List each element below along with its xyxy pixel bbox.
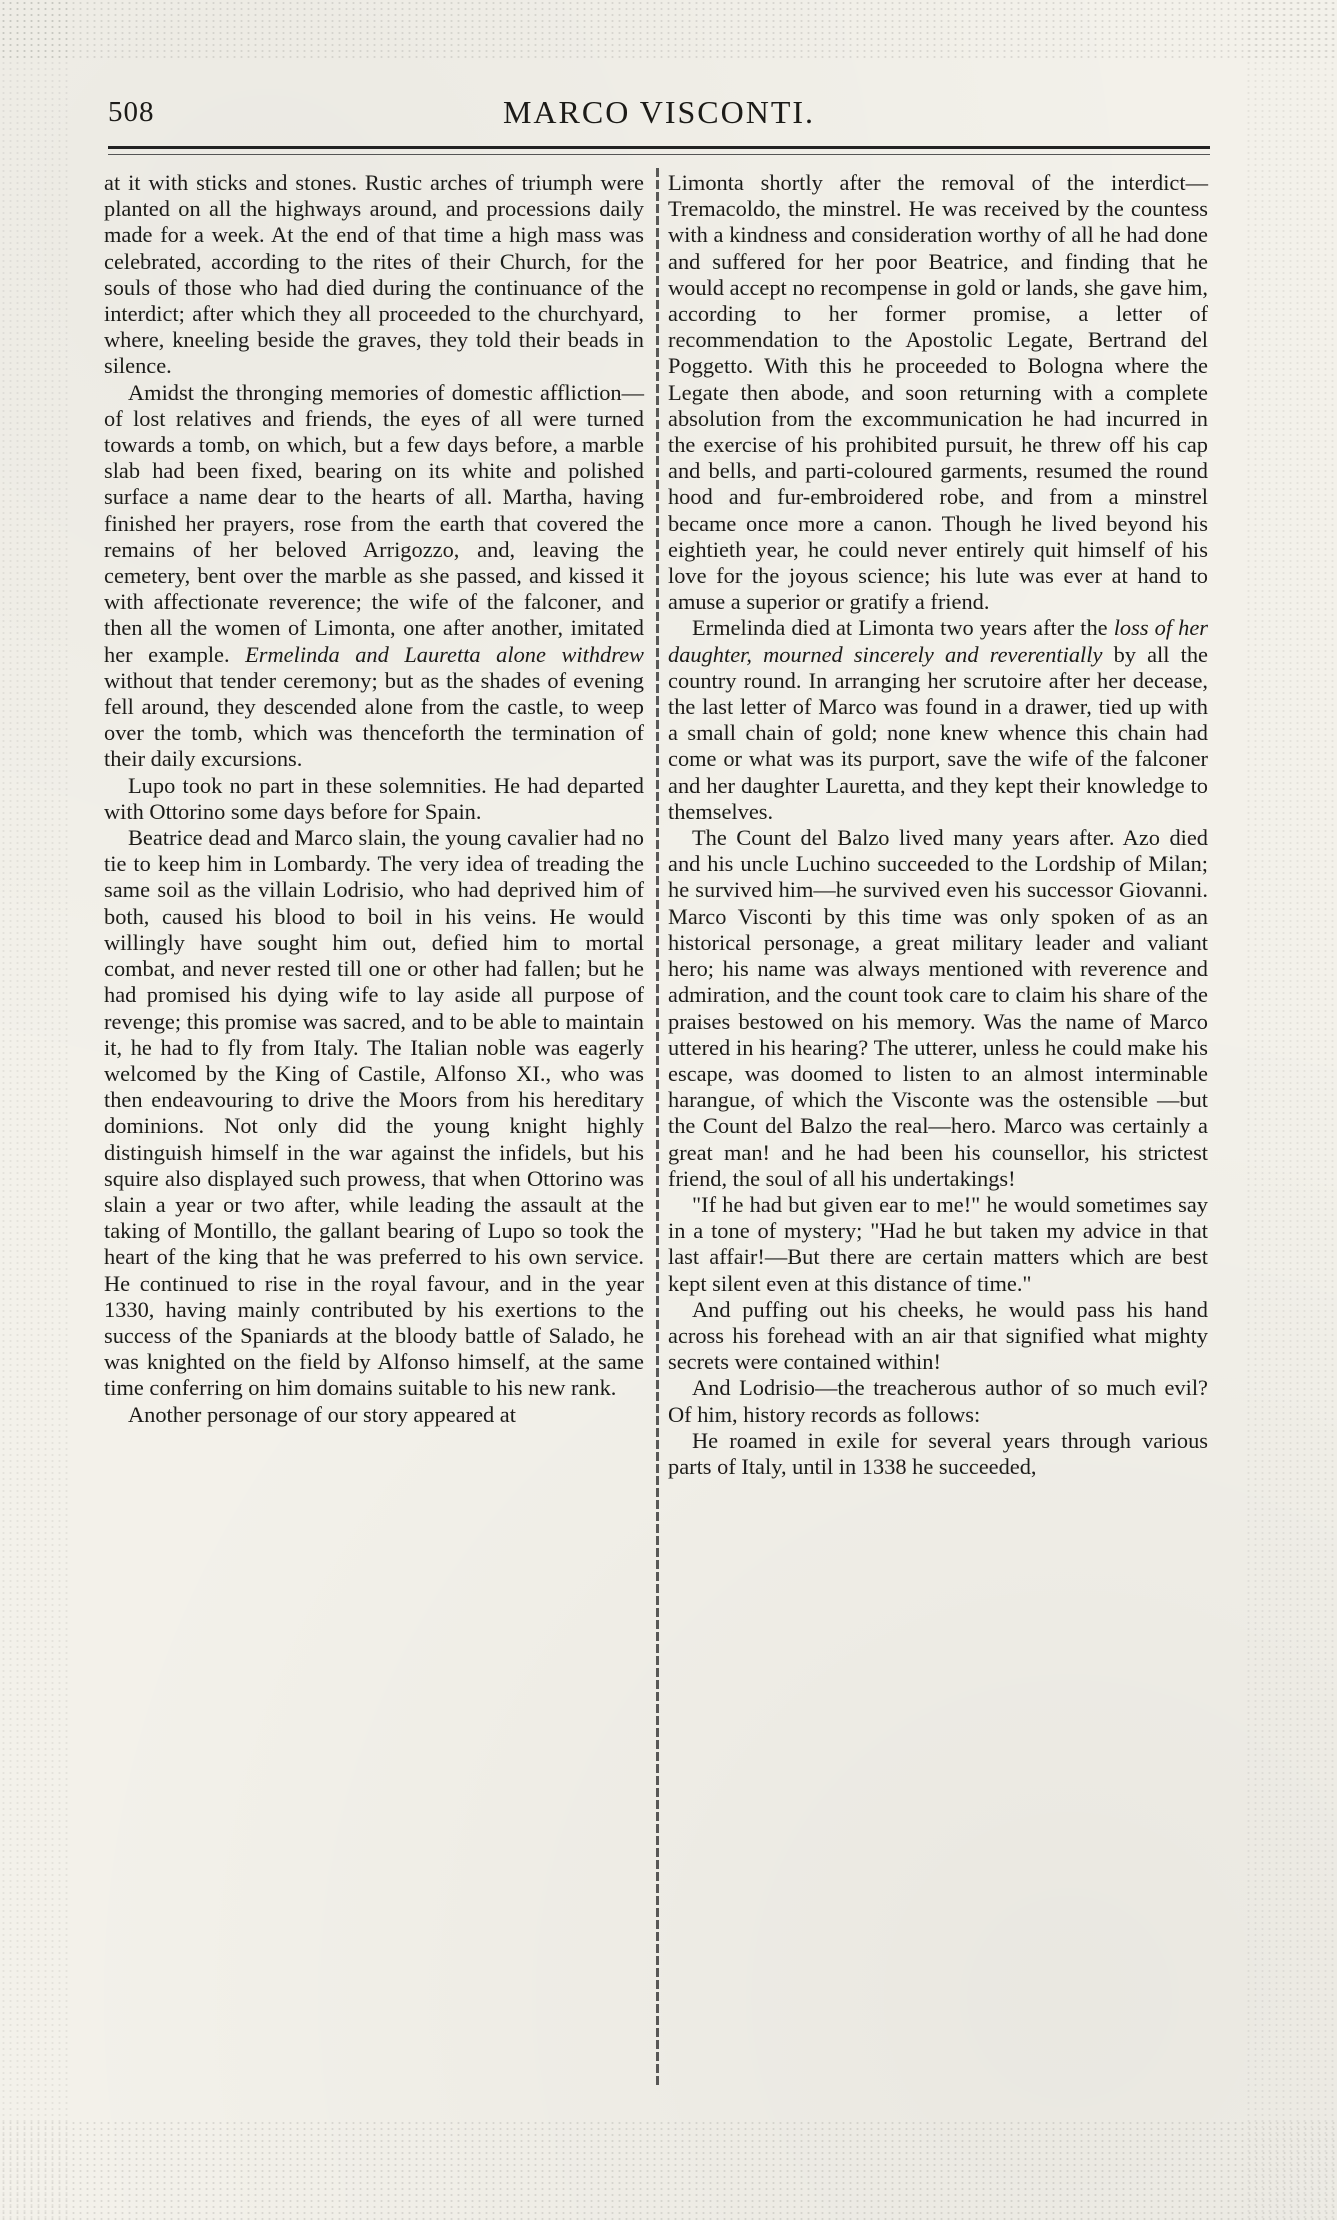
italic-phrase: loss of her daughter, mourned sincerely and reverentially (668, 615, 1208, 667)
scan-noise-bottom (0, 2120, 1337, 2220)
paragraph (668, 615, 1208, 825)
paragraph: And puffing out his cheeks, he would pass his hand across his forehead with an air that signified what mighty secrets were contained within! (668, 1296, 1208, 1375)
paragraph: Beatrice dead and Marco slain, the young cavalier had no tie to keep him in Lombardy. The very idea of treading the same soil as the villain Lodrisio, who had deprived him of both, caused his blood to boil in his veins. He would willingly have sought him out, defied him to mortal combat, and never rested till one or other had fallen; but he had promised his dying wife to lay aside all purpose of revenge; this promise was sacred, and to be able to maintain it, he had to fly from Italy. The Italian noble was eagerly welcomed by the King of Castile, Alfonso XI., who was then endeavouring to drive the Moors from his hereditary dominions. Not only did the young knight highly distinguish himself in the war against the infidels, but his squire also displayed such prowess, that when Ottorino was slain a year or two after, while leading the assault at the taking of Montillo, the gallant bearing of Lupo so took the heart of the king that he was preferred to his own service. He continued to rise in the royal favour, and in the year 1330, having mainly contributed by his exertions to the success of the Spaniards at the bloody battle of Salado, he was knighted on the field by Alfonso himself, at the same time conferring on him domains suitable to his new rank. (104, 825, 644, 1401)
paragraph-text: Amidst the thronging memories of domestic affliction—of lost relatives and friends, the eyes of all were turned towards a tomb, on which, but a few days before, a marble slab had been fixed, bearing on its white and polished surface a name dear to the hearts of all. Martha, having finished her prayers, rose from the earth that covered the remains of her beloved Arrigozzo, and, leaving the cemetery, bent over the marble as she passed, and kissed it with affectionate reverence; the wife of the falconer, and then all the women of Limonta, one after another, imitated her example. (104, 379, 644, 667)
paragraph (104, 380, 644, 773)
header-rule (108, 146, 1210, 155)
paragraph: The Count del Balzo lived many years after. Azo died and his uncle Luchino succeeded to the Lordship of Milan; he survived him—he survived even his successor Giovanni. Marco Visconti by this time was only spoken of as an historical personage, a great military leader and valiant hero; his name was always mentioned with reverence and admiration, and the count took care to claim his share of the praises bestowed on his memory. Was the name of Marco uttered in his hearing? The utterer, unless he could make his escape, was doomed to listen to an almost interminable harangue, of which the Visconte was the ostensible —but the Count del Balzo the real—hero. Marco was certainly a great man! and he had been his counsellor, his strictest friend, the soul of all his undertakings! (668, 825, 1208, 1191)
italic-phrase: Ermelinda and Lauretta alone withdrew (245, 641, 644, 667)
paragraph-text: without that tender ceremony; but as the shades of evening fell around, they descended alone from the castle, to weep over the tomb, which was thenceforth the termination of their daily excursions. (104, 667, 644, 772)
column-divider (654, 168, 662, 2088)
paragraph: And Lodrisio—the treacherous author of so much evil? Of him, history records as follows: (668, 1375, 1208, 1427)
scan-noise-right (1245, 0, 1337, 2220)
page-header (108, 94, 1210, 138)
running-title: MARCO VISCONTI. (502, 94, 816, 130)
page-number: 508 (108, 96, 155, 128)
scan-noise-top (0, 0, 1337, 62)
paragraph: He roamed in exile for several years through various parts of Italy, until in 1338 he succeeded, (668, 1427, 1208, 1479)
right-column (668, 170, 1208, 1480)
paragraph: Limonta shortly after the removal of the interdict—Tremacoldo, the minstrel. He was received by the countess with a kindness and consideration worthy of all he had done and suffered for her poor Beatrice, and finding that he would accept no recompense in gold or lands, she gave him, according to her former promise, a letter of recommendation to the Apostolic Legate, Bertrand del Poggetto. With this he proceeded to Bologna where the Legate then abode, and soon returning with a complete absolution from the excommunication he had incurred in the exercise of his prohibited pursuit, he threw off his cap and bells, and parti-coloured garments, resumed the round hood and fur-embroidered robe, and from a minstrel became once more a canon. Though he lived beyond his eightieth year, he could never entirely quit himself of his love for the joyous science; his lute was ever at hand to amuse a superior or gratify a friend. (668, 170, 1208, 615)
paragraph: Lupo took no part in these solemnities. He had departed with Ottorino some days before for Spain. (104, 772, 644, 824)
paragraph-text: by all the country round. In arranging her scrutoire after her decease, the last letter of Marco was found in a drawer, tied up with a small chain of gold; none knew whence this chain had come or what was its purport, save the wife of the falconer and her daughter Lauretta, and they kept their knowledge to themselves. (668, 641, 1208, 824)
scan-noise-left (0, 0, 70, 2220)
left-column (104, 170, 644, 1428)
paragraph-text: Ermelinda died at Limonta two years after the (692, 615, 1108, 641)
paragraph: Another personage of our story appeared at (128, 1401, 516, 1427)
paragraph: at it with sticks and stones. Rustic arches of triumph were planted on all the highways around, and processions daily made for a week. At the end of that time a high mass was celebrated, according to the rites of their Church, for the souls of those who had died during the continuance of the interdict; after which they all proceeded to the churchyard, where, kneeling beside the graves, they told their beads in silence. (104, 170, 644, 379)
paragraph: "If he had but given ear to me!" he would sometimes say in a tone of mystery; "Had he but taken my advice in that last affair!—But there are certain matters which are best kept silent even at this distance of time." (668, 1191, 1208, 1296)
